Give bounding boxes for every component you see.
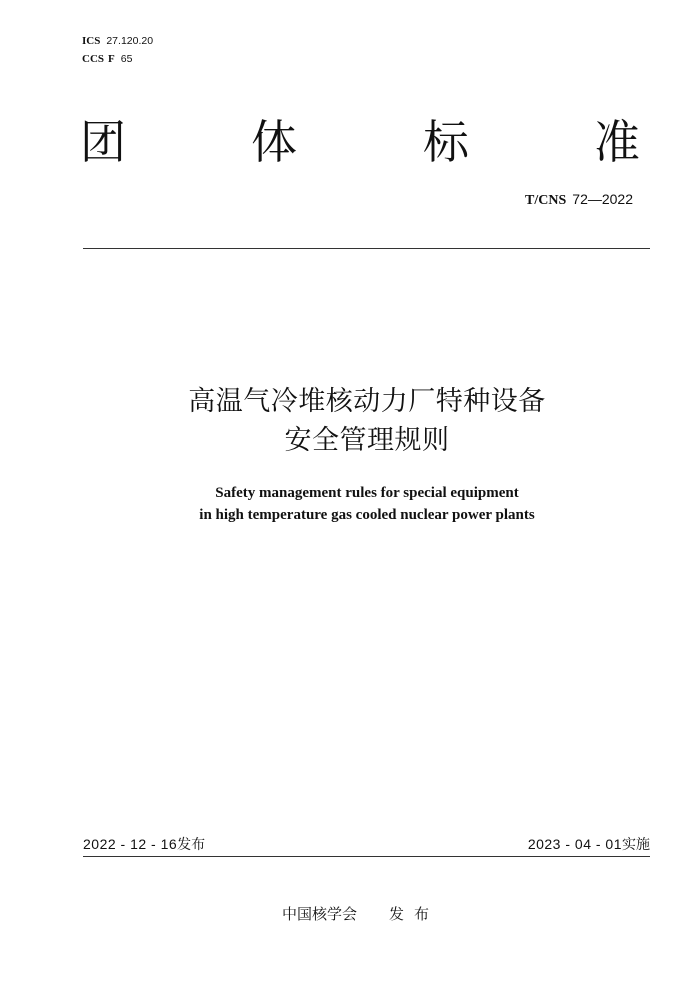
ccs-label: CCS bbox=[82, 53, 105, 65]
implement-date-value: 2023 - 04 - 01 bbox=[527, 836, 622, 852]
title-cn-line1: 高温气冷堆核动力厂特种设备 bbox=[188, 386, 546, 417]
publisher bbox=[282, 904, 439, 924]
publish-date bbox=[83, 834, 205, 855]
title-en-line2: in high temperature gas cooled nuclear power plants bbox=[199, 507, 535, 523]
standard-num: 72—2022 bbox=[572, 191, 633, 207]
title-cn-line2: 安全管理规则 bbox=[284, 425, 450, 456]
ics-code bbox=[82, 34, 153, 48]
heading-char-1: 团 bbox=[80, 115, 126, 169]
ccs-code bbox=[82, 52, 132, 66]
heading-char-4: 准 bbox=[594, 115, 640, 169]
heading-char-3: 标 bbox=[423, 115, 469, 169]
title-en-line1: Safety management rules for special equipment bbox=[215, 485, 519, 501]
implement-date bbox=[528, 834, 650, 855]
standard-number bbox=[525, 191, 633, 209]
ccs-mid: F bbox=[108, 53, 115, 65]
top-divider bbox=[83, 248, 650, 249]
ccs-value: 65 bbox=[120, 53, 133, 65]
publish-date-label: 发布 bbox=[177, 837, 206, 853]
ics-label: ICS bbox=[82, 35, 101, 47]
standard-prefix: T/CNS bbox=[525, 193, 567, 208]
heading-char-2: 体 bbox=[251, 115, 297, 169]
publisher-action: 发布 bbox=[389, 905, 440, 923]
publish-date-value: 2022 - 12 - 16 bbox=[83, 836, 178, 852]
implement-date-label: 实施 bbox=[622, 837, 650, 853]
bottom-divider bbox=[83, 856, 650, 857]
publisher-org: 中国核学会 bbox=[282, 905, 358, 923]
ics-value: 27.120.20 bbox=[106, 35, 154, 47]
